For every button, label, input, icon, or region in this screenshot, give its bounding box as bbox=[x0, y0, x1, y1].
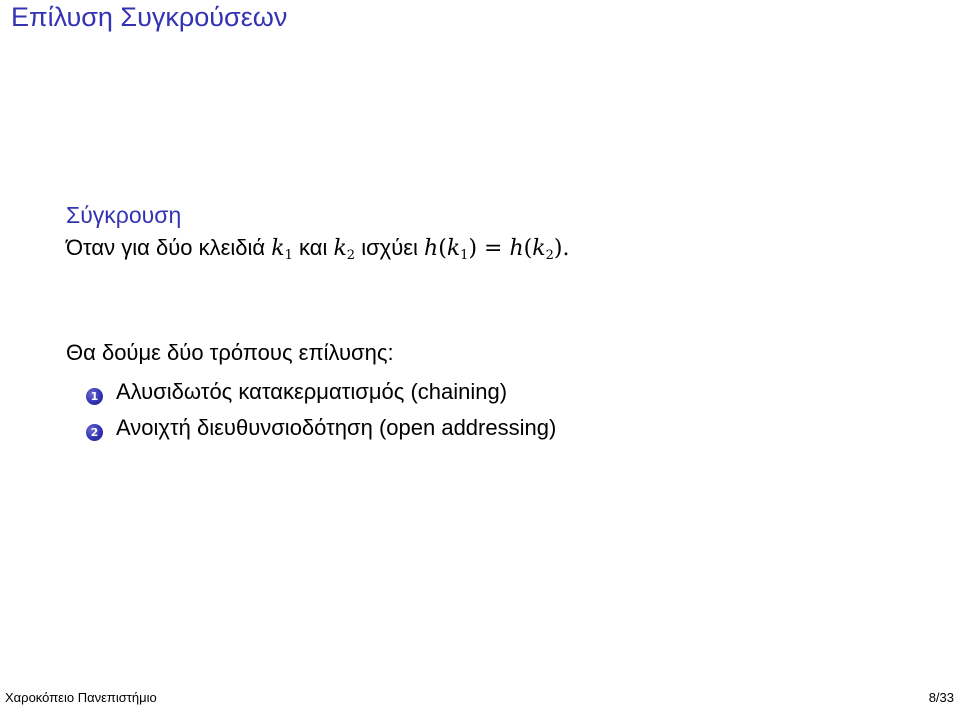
number-bullet-icon: 1 bbox=[86, 388, 103, 405]
slide-title: Επίλυση Συγκρούσεων bbox=[11, 2, 288, 32]
method-label: Αλυσιδωτός κατακερματισμός (chaining) bbox=[116, 379, 508, 404]
definition-holds-word: ισχύει bbox=[355, 235, 425, 260]
definition-block-title: Σύγκρουση bbox=[66, 202, 182, 228]
list-item bbox=[86, 374, 556, 410]
number-bullet-icon: 2 bbox=[86, 424, 103, 441]
methods-list bbox=[86, 374, 556, 446]
footer-institution: Χαροκόπειο Πανεπιστήμιο bbox=[5, 690, 157, 705]
footer-page-number: 8/33 bbox=[928, 690, 954, 705]
definition-text-prefix: Όταν για δύο κλειδιά bbox=[66, 235, 272, 260]
math-k2: $k_2$ bbox=[333, 236, 356, 263]
math-equation: $h(k_1) = h(k_2)$. bbox=[424, 236, 570, 263]
list-item bbox=[86, 410, 556, 446]
methods-intro: Θα δούμε δύο τρόπους επίλυσης: bbox=[66, 340, 394, 365]
definition-block bbox=[66, 200, 569, 271]
method-label: Ανοιχτή διευθυνσιοδότηση (open addressing) bbox=[116, 415, 557, 440]
definition-block-body bbox=[66, 233, 569, 271]
math-k1: $k_1$ bbox=[271, 236, 293, 263]
footer bbox=[0, 686, 960, 710]
definition-and-word: και bbox=[292, 235, 334, 260]
